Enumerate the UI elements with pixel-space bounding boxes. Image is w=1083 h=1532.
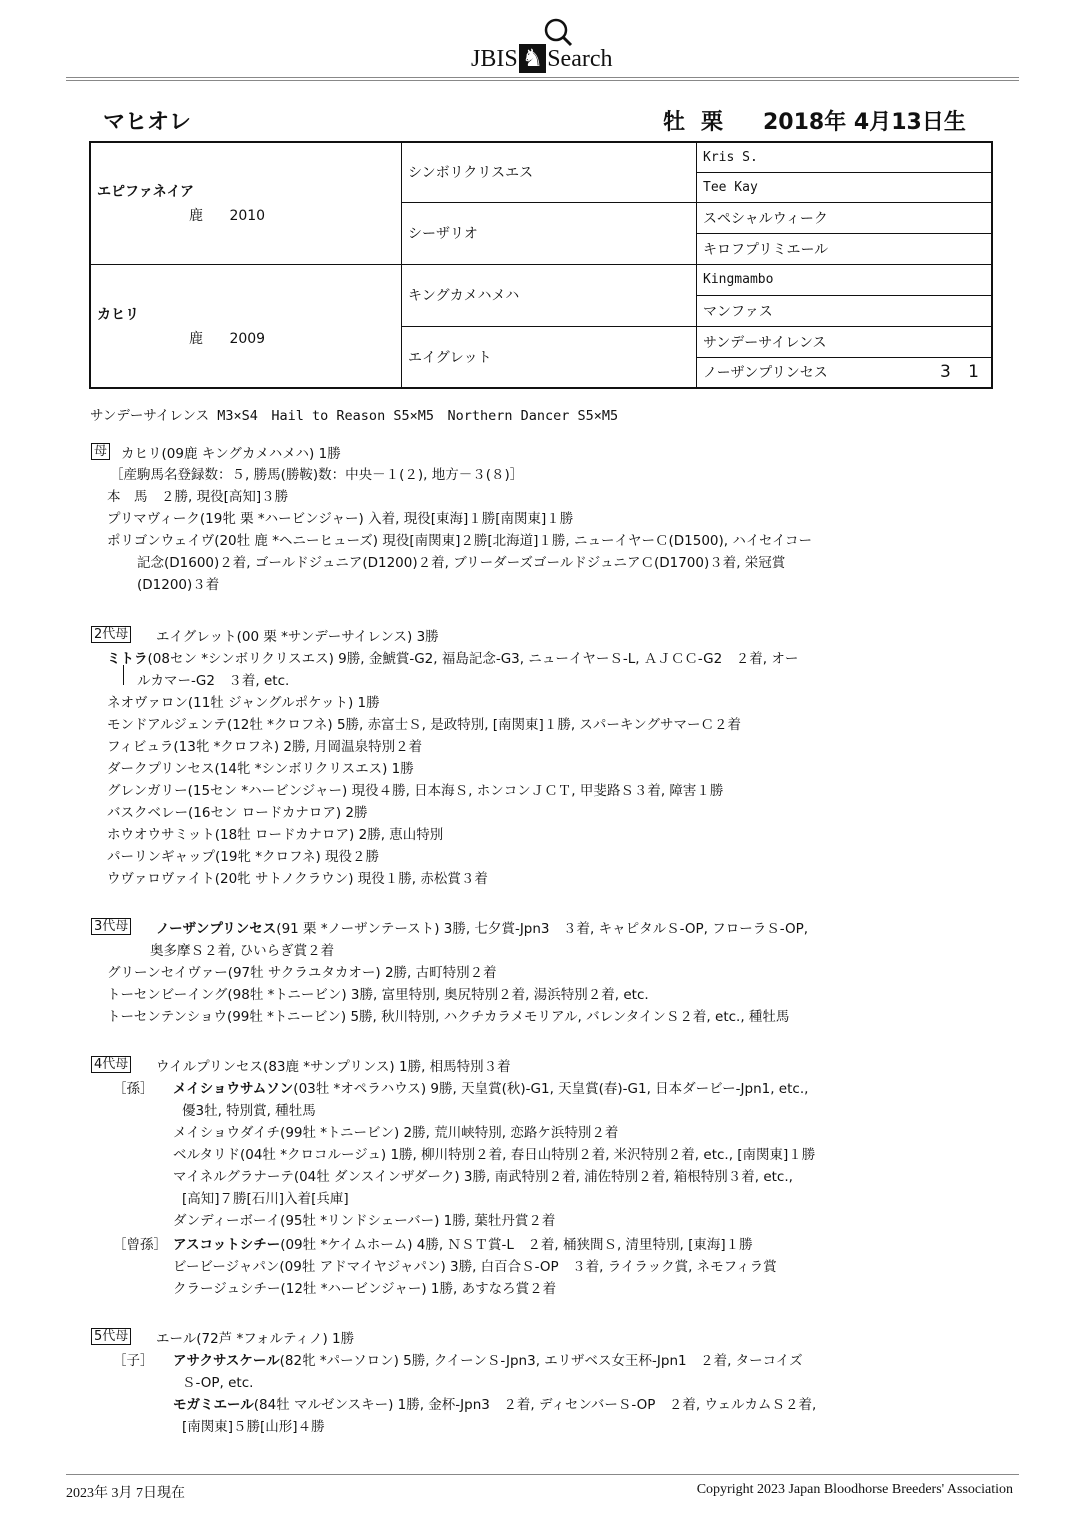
- dam-line-2: 本 馬 ２勝, 現役[高知]３勝: [107, 489, 289, 505]
- ped-gen3-5: マンファス: [697, 295, 993, 326]
- gen5-label-child: ［子］: [113, 1353, 154, 1369]
- sire-info: [97, 205, 395, 225]
- gen4-line-6: ベルタリド(04牡 *クロコルージュ) 1勝, 柳川特別２着, 春日山特別２着, 米沢特別２着, etc., [南関東]１勝: [173, 1147, 816, 1163]
- gen4-line-11-wrap: [173, 1233, 753, 1253]
- gen2-line-2: (08セン *シンボリクリスエス) 9勝, 金鯱賞-G2, 福島記念-G3, ニューイヤーＳ-L, ＡＪＣＣ-G2 ２着, オー: [147, 651, 799, 667]
- ped-gen3-2: スペシャルウィーク: [697, 202, 993, 233]
- gen5-line-2: アサクサスケール: [173, 1353, 280, 1369]
- gen2-line-1-wrap: [107, 647, 798, 667]
- dam-line-3: プリマヴィーク(19牝 栗 *ハービンジャー) 入着, 現役[東海]１勝[南関東]１勝: [107, 511, 574, 527]
- dam-line-4: ポリゴンウェイヴ(20牡 鹿 *ヘニーヒューズ) 現役[南関東]２勝[北海道]１勝, ニューイヤーＣ(D1500), ハイセイコー: [107, 533, 813, 549]
- gen5-line-6: (84牡 マルゼンスキー) 1勝, 金杯-Jpn3 ２着, ディセンバーＳ-OP ２着, ウェルカムＳ２着,: [253, 1397, 817, 1413]
- logo-text-search: Search: [547, 46, 613, 72]
- gen4-label-grandchild: ［孫］: [113, 1081, 154, 1097]
- gen2-line-12: ウヴァロヴァイト(20牝 サトノクラウン) 現役１勝, 赤松賞３着: [107, 871, 488, 887]
- gen3-line-4: トーセンビーイング(98牡 *トニービン) 3勝, 富里特別, 奥尻特別２着, 湯浜特別２着, etc.: [107, 987, 649, 1003]
- inbreeding-line: サンデーサイレンス M3×S4 Hail to Reason S5×M5 Northern Dancer S5×M5: [90, 408, 619, 424]
- gen4-line-7: マイネルグラナーテ(04牡 ダンスインザダーク) 3勝, 南武特別２着, 浦佐特別２着, 箱根特別３着, etc.,: [173, 1169, 793, 1185]
- gen4-line-2: メイショウサムソン: [173, 1081, 294, 1097]
- horse-birthdate: 2018年 4月13日生: [763, 110, 966, 135]
- gen4-line-11: アスコットシチー: [173, 1237, 281, 1253]
- gen5-line-5: モガミエール: [173, 1397, 254, 1413]
- family-number: 3 1: [939, 362, 985, 383]
- gen3-line-3: グリーンセイヴァー(97牡 サクラユタカオー) 2勝, 古町特別２着: [107, 965, 497, 981]
- gen5-line-5-wrap: [173, 1393, 816, 1413]
- gen2-line-8: グレンガリー(15セン *ハービンジャー) 現役４勝, 日本海Ｓ, ホンコンＪＣＴ, 甲斐路Ｓ３着, 障害１勝: [107, 783, 724, 799]
- header-rule: [66, 77, 1019, 78]
- gen3-line-0-wrap: [156, 917, 808, 937]
- gen5-line-2-wrap: [173, 1349, 803, 1369]
- gen4-line-3: (03牡 *オペラハウス) 9勝, 天皇賞(秋)-G1, 天皇賞(春)-G1, 日本ダービー-Jpn1, etc.,: [293, 1081, 809, 1097]
- dam-line-6: (D1200)３着: [137, 577, 220, 593]
- ped-gen3-0: Kris S.: [697, 142, 993, 172]
- section-tag-gen2: 2代母: [91, 626, 131, 643]
- ped-gen2-1: シーザリオ: [402, 202, 697, 264]
- dam-info: [97, 328, 395, 348]
- gen3-line-5: トーセンテンショウ(99牡 *トニービン) 5勝, 秋川特別, ハクチカラメモリアル, バレンタインＳ２着, etc., 種牡馬: [107, 1009, 790, 1025]
- gen4-line-4: 優3牡, 特別賞, 種牡馬: [182, 1103, 316, 1119]
- section-tag-gen3: 3代母: [91, 918, 131, 935]
- gen5-line-3: (82牝 *パーソロン) 5勝, クイーンＳ-Jpn3, エリザベス女王杯-Jpn1 ２着, ターコイズ: [279, 1353, 803, 1369]
- horse-color: 栗: [701, 110, 724, 135]
- gen5-line-0: エール(72芦 *フォルティノ) 1勝: [156, 1331, 355, 1347]
- sire-name: エピファネイア: [97, 184, 195, 201]
- footer-copyright: Copyright 2023 Japan Bloodhorse Breeders' Association: [696, 1482, 1013, 1497]
- gen2-line-11: パーリンギャップ(19牝 *クロフネ) 現役２勝: [107, 849, 380, 865]
- sire-cell: [90, 142, 402, 264]
- gen3-line-1: (91 栗 *ノーザンテースト) 3勝, 七夕賞-Jpn3 ３着, キャピタルＳ-OP, フローラＳ-OP,: [276, 921, 809, 937]
- footer-rule: [66, 1474, 1019, 1475]
- gen4-line-8: [高知]７勝[石川]入着[兵庫]: [182, 1191, 349, 1207]
- pedigree-table: [89, 141, 993, 389]
- dam-name: カヒリ: [97, 306, 139, 323]
- gen2-line-6: フィビュラ(13牝 *クロフネ) 2勝, 月岡温泉特別２着: [107, 739, 423, 755]
- gen4-line-0: ウイルプリンセス(83鹿 *サンプリンス) 1勝, 相馬特別３着: [156, 1059, 511, 1075]
- gen4-line-12: (09牡 *ケイムホーム) 4勝, ＮＳＴ賞-L ２着, 桶狭間Ｓ, 清里特別, [東海]１勝: [280, 1237, 753, 1253]
- gen4-line-5: メイショウダイチ(99牡 *トニービン) 2勝, 荒川峡特別, 恋路ケ浜特別２着: [173, 1125, 619, 1141]
- horse-name: マヒオレ: [103, 110, 192, 135]
- ped-gen3-6: サンデーサイレンス: [697, 326, 993, 357]
- dam-line-1: ［産駒馬名登録数：５, 勝馬(勝鞍)数：中央－１(２), 地方－３(８)］: [110, 467, 524, 483]
- dam-line-0: カヒリ(09鹿 キングカメハメハ) 1勝: [121, 446, 341, 462]
- gen2-line-3: ルカマー-G2 ３着, etc.: [137, 673, 290, 689]
- section-tag-dam: 母: [91, 443, 110, 460]
- ped-gen3-3: キロフプリミエール: [697, 233, 993, 264]
- dam-color: 鹿: [189, 330, 203, 347]
- dam-year: 2009: [229, 330, 266, 347]
- section-tag-gen4: 4代母: [91, 1056, 131, 1073]
- dam-line-5: 記念(D1600)２着, ゴールドジュニア(D1200)２着, ブリーダーズゴールドジュニアＣ(D1700)３着, 栄冠賞: [137, 555, 786, 571]
- ped-gen3-4: Kingmambo: [697, 264, 993, 295]
- ped-gen3-7-cell: [697, 357, 993, 388]
- gen2-line-0: エイグレット(00 栗 *サンデーサイレンス) 3勝: [156, 629, 439, 645]
- gen2-line-9: バスクベレー(16セン ロードカナロア) 2勝: [107, 805, 368, 821]
- gen4-line-9: ダンディーボーイ(95牡 *リンドシェーバー) 1勝, 葉牡丹賞２着: [173, 1213, 556, 1229]
- gen3-line-0: ノーザンプリンセス: [156, 921, 277, 937]
- gen4-line-14: クラージュシチー(12牡 *ハービンジャー) 1勝, あすなろ賞２着: [173, 1281, 557, 1297]
- logo-text-jbis: JBIS: [471, 46, 518, 72]
- sire-color: 鹿: [189, 208, 203, 225]
- gen2-line-10: ホウオウサミット(18牡 ロードカナロア) 2勝, 恵山特別: [107, 827, 444, 843]
- gen3-line-2: 奥多摩Ｓ２着, ひいらぎ賞２着: [150, 943, 335, 959]
- connector-bar: [123, 665, 124, 685]
- horse-silhouette-icon: ♞: [519, 44, 547, 73]
- gen5-line-4: Ｓ-OP, etc.: [182, 1375, 254, 1391]
- section-tag-gen5: 5代母: [91, 1328, 131, 1345]
- ped-gen3-7: ノーザンプリンセス: [703, 365, 828, 382]
- horse-sex: 牡: [663, 110, 686, 135]
- gen2-line-1: ミトラ: [107, 651, 148, 667]
- sire-year: 2010: [229, 208, 266, 225]
- gen4-line-13: ビービージャパン(09牡 アドマイヤジャパン) 3勝, 白百合Ｓ-OP ３着, ライラック賞, ネモフィラ賞: [173, 1259, 777, 1275]
- ped-gen2-2: キングカメハメハ: [402, 264, 697, 326]
- gen2-line-5: モンドアルジェンテ(12牡 *クロフネ) 5勝, 赤富士Ｓ, 是政特別, [南関東]１勝, スパーキングサマーＣ２着: [107, 717, 741, 733]
- gen4-label-great-grandchild: ［曾孫］: [113, 1237, 167, 1253]
- ped-gen2-3: エイグレット: [402, 326, 697, 388]
- gen4-line-2-wrap: [173, 1077, 808, 1097]
- header-rule-2: [66, 80, 1019, 81]
- ped-gen3-1: Tee Kay: [697, 172, 993, 202]
- footer-date: 2023年 3月 7日現在: [66, 1486, 185, 1501]
- gen2-line-7: ダークプリンセス(14牝 *シンボリクリスエス) 1勝: [107, 761, 414, 777]
- gen5-line-7: [南関東]５勝[山形]４勝: [182, 1419, 325, 1435]
- dam-cell: [90, 264, 402, 388]
- ped-gen2-0: シンボリクリスエス: [402, 142, 697, 202]
- magnifier-icon: [540, 16, 574, 50]
- gen2-line-4: ネオヴァロン(11牡 ジャングルポケット) 1勝: [107, 695, 380, 711]
